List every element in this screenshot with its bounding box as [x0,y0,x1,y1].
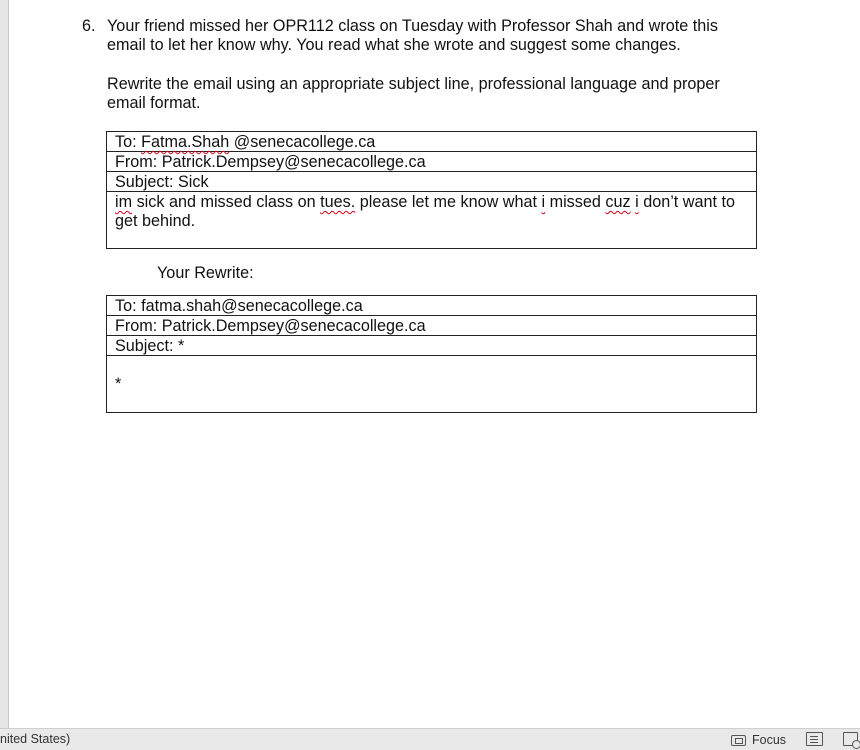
misspelled-word: i [635,193,639,211]
language-status[interactable]: nited States) [0,732,71,746]
question-instruction: Rewrite the email using an appropriate subject line, professional language and proper email format. [107,75,720,112]
focus-label: Focus [752,733,787,747]
rewrite-label: Your Rewrite: [157,264,254,282]
web-layout-view-icon[interactable] [843,732,858,746]
status-bar [0,728,860,750]
original-to-domain: @senecacollege.ca [229,133,376,151]
document-page[interactable] [8,0,860,728]
rewrite-to-row[interactable]: To: fatma.shah@senecacollege.ca [107,296,756,316]
misspelled-word: cuz [605,193,631,211]
original-to-label: To: [115,133,142,151]
misspelled-word: im [115,193,133,211]
focus-button[interactable] [731,731,786,749]
misspelled-word: i [541,193,546,211]
rewrite-body[interactable]: * [115,375,122,393]
body-text: don’t want to get behind. [115,193,735,230]
question-text: Your friend missed her OPR112 class on Tuesday with Professor Shah and wrote this email to let her know why. You read what she wrote and suggest some changes. [107,17,718,54]
original-email-table [106,131,757,249]
original-body[interactable] [107,192,756,248]
question-number: 6. [82,17,96,35]
focus-icon [731,735,746,746]
body-text: sick and missed class on [132,193,321,211]
print-layout-view-icon[interactable] [806,732,823,746]
original-from-row[interactable]: From: Patrick.Dempsey@senecacollege.ca [107,152,756,172]
misspelled-word: tues. [320,193,356,211]
body-text: please let me know what [355,193,542,211]
rewrite-email-table [106,295,757,413]
original-to-name: Fatma.Shah [141,133,230,151]
body-text: missed [545,193,606,211]
original-subject-row[interactable]: Subject: Sick [107,172,756,192]
rewrite-from-row[interactable]: From: Patrick.Dempsey@senecacollege.ca [107,316,756,336]
original-to-row[interactable] [107,132,756,152]
rewrite-subject-row[interactable]: Subject: * [107,336,756,356]
